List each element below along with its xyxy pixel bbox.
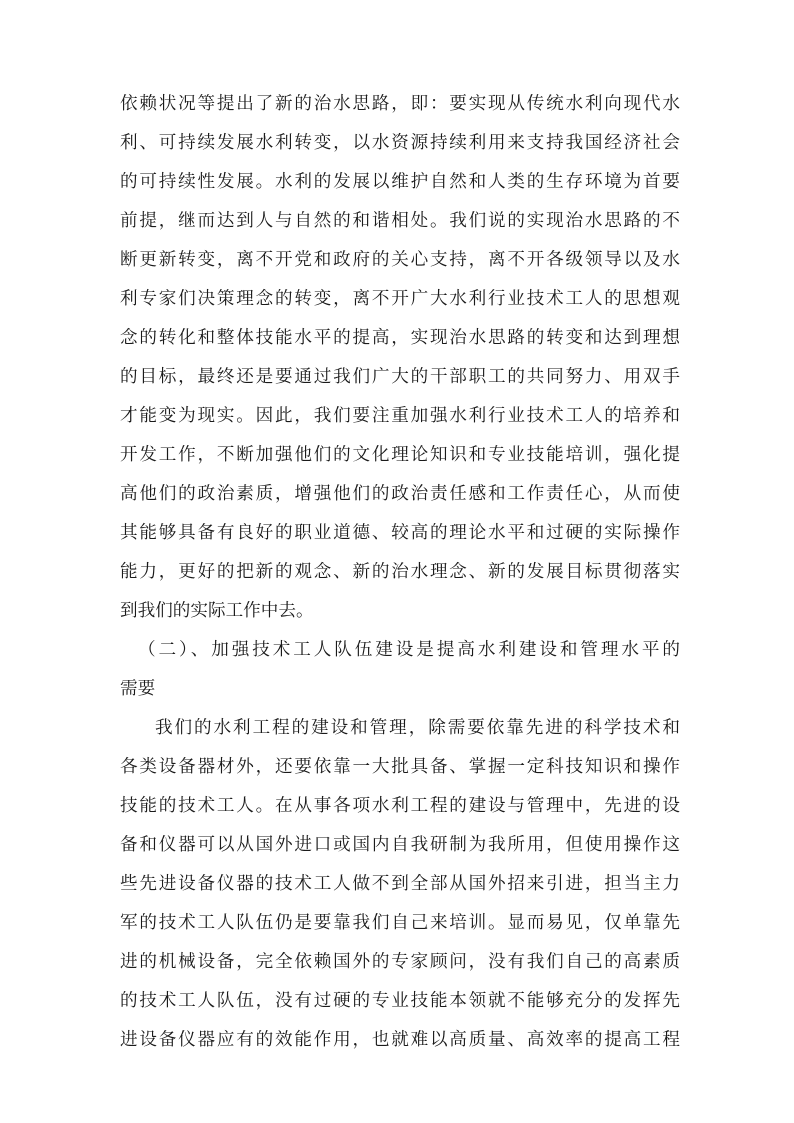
paragraph-line: 的技术工人队伍，没有过硬的专业技能本领就不能够充分的发挥先 — [120, 991, 680, 1011]
paragraph-line: 前提，继而达到人与自然的和谐相处。我们说的实现治水思路的不 — [120, 211, 680, 231]
paragraph-line: 技能的技术工人。在从事各项水利工程的建设与管理中，先进的设 — [120, 796, 680, 816]
paragraph-line: 进设备仪器应有的效能作用，也就难以高质量、高效率的提高工程 — [120, 1030, 680, 1050]
paragraph-line: 念的转化和整体技能水平的提高，实现治水思路的转变和达到理想 — [120, 328, 680, 348]
paragraph-line: 才能变为现实。因此，我们要注重加强水利行业技术工人的培养和 — [120, 406, 680, 426]
paragraph-line: 备和仪器可以从国外进口或国内自我研制为我所用，但使用操作这 — [120, 835, 680, 855]
paragraph-line: 依赖状况等提出了新的治水思路，即：要实现从传统水利向现代水 — [120, 94, 680, 114]
paragraph-line: 军的技术工人队伍仍是要靠我们自己来培训。显而易见，仅单靠先 — [120, 913, 680, 933]
paragraph-line: 到我们的实际工作中去。 — [120, 601, 314, 621]
paragraph-line: 能力，更好的把新的观念、新的治水理念、新的发展目标贯彻落实 — [120, 562, 680, 582]
paragraph-line: 的可持续性发展。水利的发展以维护自然和人类的生存环境为首要 — [120, 172, 680, 192]
paragraph-line: 我们的水利工程的建设和管理，除需要依靠先进的科学技术和 — [155, 718, 680, 738]
paragraph-line: 些先进设备仪器的技术工人做不到全部从国外招来引进，担当主力 — [120, 874, 680, 894]
paragraph-line: 的目标，最终还是要通过我们广大的干部职工的共同努力、用双手 — [120, 367, 680, 387]
paragraph-line: 进的机械设备，完全依赖国外的专家顾问，没有我们自己的高素质 — [120, 952, 680, 972]
paragraph-line: 开发工作，不断加强他们的文化理论知识和专业技能培训，强化提 — [120, 445, 680, 465]
section-heading-continuation: 需要 — [120, 679, 156, 699]
section-heading: （二）、加强技术工人队伍建设是提高水利建设和管理水平的 — [138, 640, 680, 660]
paragraph-line: 其能够具备有良好的职业道德、较高的理论水平和过硬的实际操作 — [120, 523, 680, 543]
paragraph-line: 利专家们决策理念的转变，离不开广大水利行业技术工人的思想观 — [120, 289, 680, 309]
paragraph-line: 利、可持续发展水利转变，以水资源持续利用来支持我国经济社会 — [120, 133, 680, 153]
paragraph-line: 高他们的政治素质，增强他们的政治责任感和工作责任心，从而使 — [120, 484, 680, 504]
paragraph-line: 断更新转变，离不开党和政府的关心支持，离不开各级领导以及水 — [120, 250, 680, 270]
paragraph-line: 各类设备器材外，还要依靠一大批具备、掌握一定科技知识和操作 — [120, 757, 680, 777]
